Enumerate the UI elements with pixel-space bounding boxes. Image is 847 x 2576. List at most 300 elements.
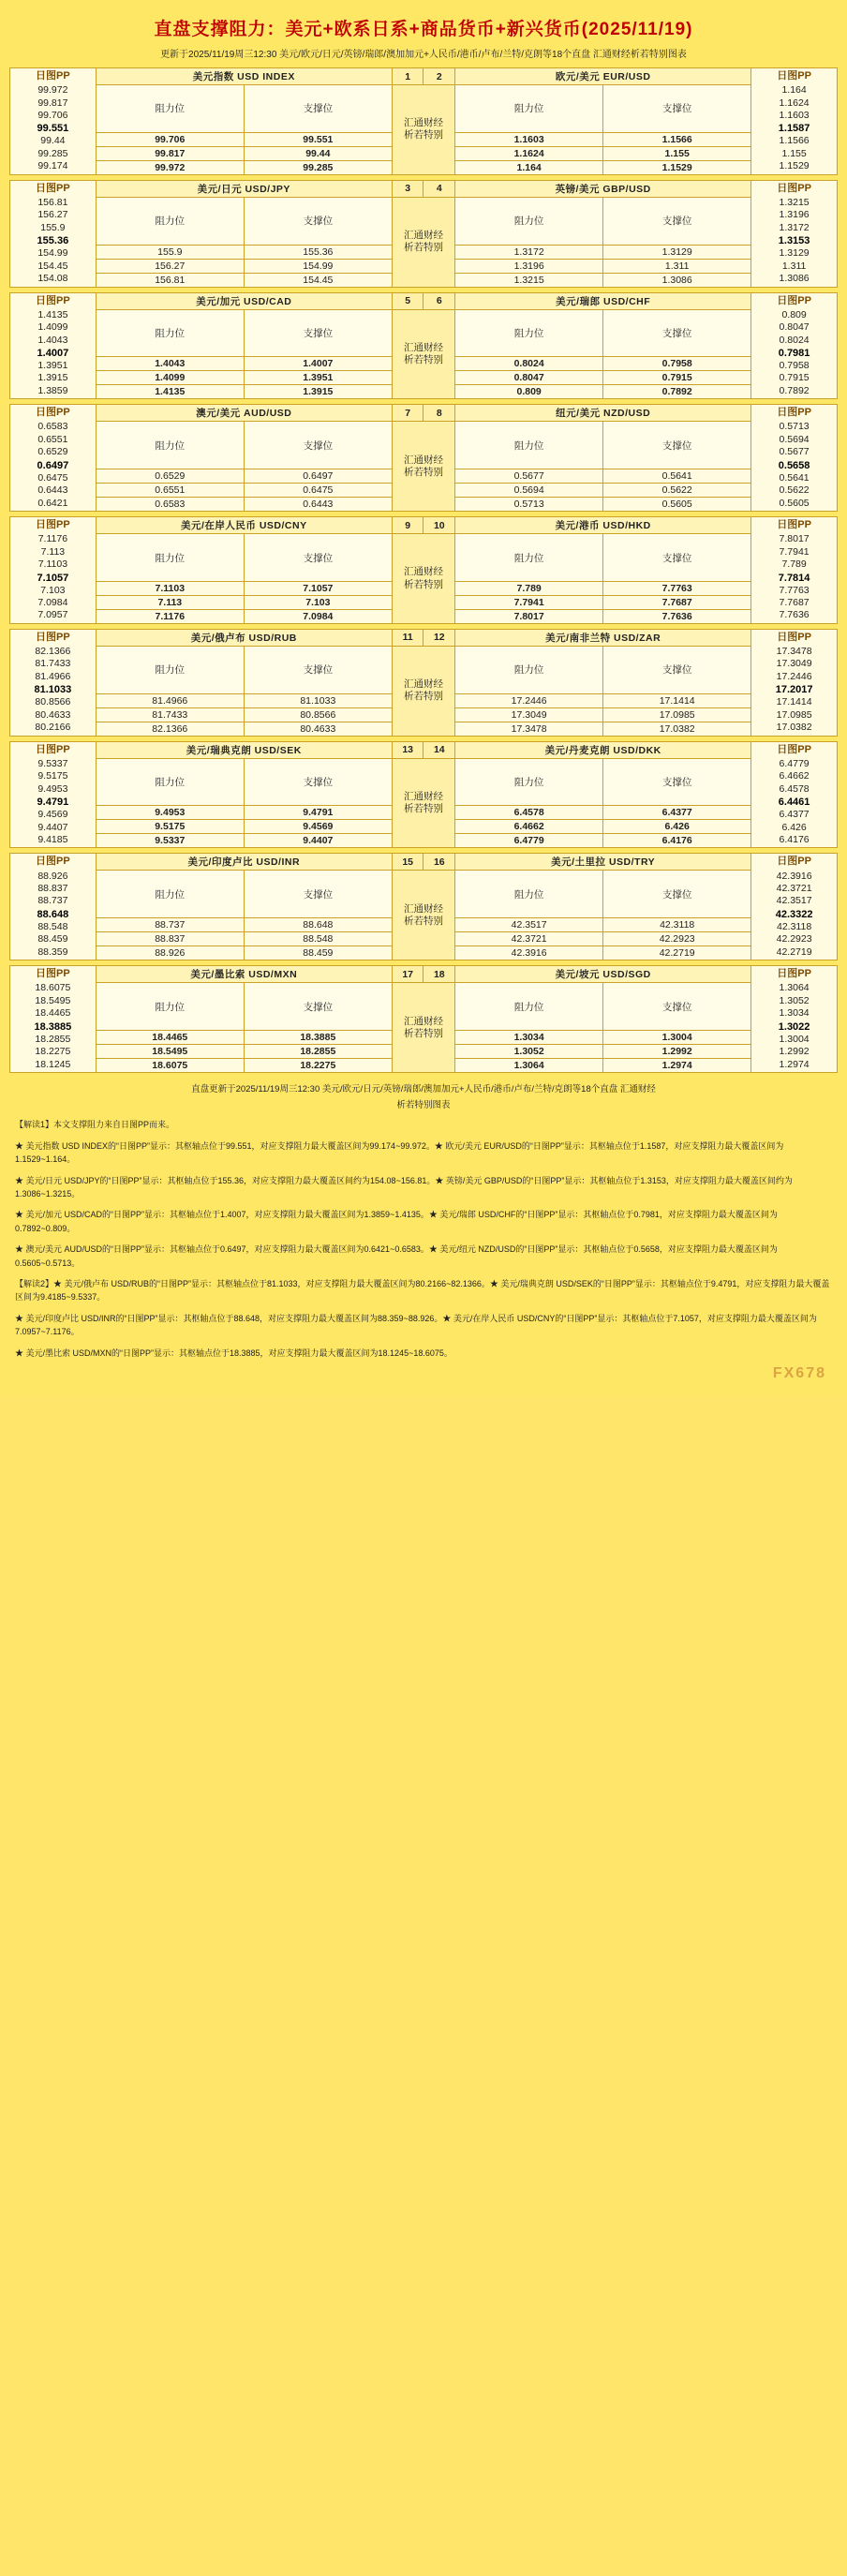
pair-title-right: 欧元/美元 EUR/USD bbox=[455, 68, 751, 85]
pp-level: 0.7981 bbox=[778, 347, 810, 359]
resistance-header: 阻力位 bbox=[96, 85, 244, 133]
pp-level: 1.3859 bbox=[37, 384, 68, 396]
pp-level: 1.311 bbox=[781, 260, 807, 272]
pp-level: 7.7814 bbox=[778, 572, 810, 584]
pp-level: 7.1176 bbox=[37, 533, 68, 545]
resistance-value: 6.4662 bbox=[455, 820, 603, 834]
resistance-value: 0.6551 bbox=[96, 484, 244, 498]
block-index: 16 bbox=[424, 854, 455, 871]
support-header: 支撑位 bbox=[603, 758, 751, 806]
resistance-value: 1.4135 bbox=[96, 385, 244, 399]
pp-header-left: 日图PP 99.972 99.817 99.706 99.551 99.44 99.285 99.174 bbox=[10, 68, 97, 175]
pp-level: 6.4779 bbox=[779, 757, 810, 769]
resistance-value: 7.113 bbox=[96, 595, 244, 609]
watermark-text: 汇通财经 析若特别 bbox=[392, 534, 454, 624]
pp-level: 0.8024 bbox=[779, 334, 810, 346]
pp-level: 6.4578 bbox=[779, 782, 810, 795]
block-index: 13 bbox=[392, 741, 424, 758]
support-value: 7.7687 bbox=[603, 595, 751, 609]
pp-level: 81.4966 bbox=[35, 670, 71, 682]
support-value: 99.285 bbox=[244, 160, 392, 174]
pp-level: 9.5175 bbox=[37, 770, 68, 782]
pp-level: 1.3086 bbox=[779, 273, 810, 285]
pp-level: 0.6497 bbox=[37, 459, 69, 471]
resistance-value: 0.8047 bbox=[455, 371, 603, 385]
pair-table bbox=[9, 516, 838, 624]
pp-level: 0.5622 bbox=[779, 484, 810, 497]
pp-level: 1.164 bbox=[781, 84, 807, 97]
pp-header-right: 日图PP 0.809 0.8047 0.8024 0.7981 0.7958 0.7915 0.7892 bbox=[751, 292, 838, 399]
support-header: 支撑位 bbox=[244, 871, 392, 918]
support-value: 154.99 bbox=[244, 259, 392, 273]
support-value: 1.4007 bbox=[244, 357, 392, 371]
pair-block bbox=[9, 404, 838, 512]
pp-level: 99.817 bbox=[37, 97, 68, 109]
pp-level: 7.1057 bbox=[37, 572, 69, 584]
support-value: 0.5641 bbox=[603, 469, 751, 484]
footer-note: ★ 美元/日元 USD/JPY的“日图PP”显示：其枢轴点位于155.36，对应支撑阻力最大覆盖区间约为154.08~156.81。★ 英镑/美元 GBP/USD的“日图PP”显示：其枢轴点位于1.3153，对应支撑阻力最大覆盖区间约为1.3086~1.3215。 bbox=[15, 1175, 793, 1199]
watermark-text: 汇通财经 析若特别 bbox=[392, 197, 454, 287]
resistance-value: 1.3064 bbox=[455, 1059, 603, 1073]
support-header: 支撑位 bbox=[603, 534, 751, 582]
resistance-value: 1.3172 bbox=[455, 245, 603, 259]
resistance-header: 阻力位 bbox=[96, 309, 244, 357]
block-index: 2 bbox=[424, 68, 455, 85]
pair-title-right: 美元/坡元 USD/SGD bbox=[455, 966, 751, 983]
resistance-value: 1.4043 bbox=[96, 357, 244, 371]
pp-level: 82.1366 bbox=[35, 645, 71, 657]
pp-level: 6.4176 bbox=[779, 834, 810, 846]
support-value: 0.7892 bbox=[603, 385, 751, 399]
support-value: 1.1566 bbox=[603, 132, 751, 146]
support-value: 1.3086 bbox=[603, 273, 751, 287]
resistance-header: 阻力位 bbox=[96, 197, 244, 245]
resistance-header: 阻力位 bbox=[455, 422, 603, 469]
support-value: 17.0985 bbox=[603, 707, 751, 722]
block-index: 18 bbox=[424, 966, 455, 983]
pp-level: 1.4135 bbox=[37, 308, 68, 320]
pp-level: 81.7433 bbox=[35, 658, 71, 670]
resistance-value: 81.7433 bbox=[96, 707, 244, 722]
pp-level: 0.8047 bbox=[779, 321, 810, 334]
resistance-header: 阻力位 bbox=[455, 309, 603, 357]
pp-level: 1.4099 bbox=[37, 321, 68, 334]
pp-level: 1.3196 bbox=[779, 209, 810, 221]
footer-note: ★ 美元/加元 USD/CAD的“日图PP”显示：其枢轴点位于1.4007，对应支撑阻力最大覆盖区间为1.3859~1.4135。★ 美元/瑞郎 USD/CHF的“日图PP”显示：其枢轴点位于0.7981，对应支撑阻力最大覆盖区间为0.7892~0.809。 bbox=[15, 1210, 778, 1233]
pp-header-left: 日图PP 9.5337 9.5175 9.4953 9.4791 9.4569 9.4407 9.4185 bbox=[10, 741, 97, 848]
pp-level: 154.99 bbox=[37, 247, 68, 260]
support-value: 7.7636 bbox=[603, 609, 751, 623]
support-value: 0.5622 bbox=[603, 484, 751, 498]
pp-level: 156.27 bbox=[37, 209, 68, 221]
resistance-value: 18.4465 bbox=[96, 1031, 244, 1045]
pp-level: 7.1103 bbox=[37, 558, 68, 571]
block-index: 14 bbox=[424, 741, 455, 758]
watermark-text: 汇通财经 析若特别 bbox=[392, 871, 454, 960]
watermark-text: 汇通财经 析若特别 bbox=[392, 85, 454, 175]
pair-table bbox=[9, 404, 838, 512]
footer-note: ★ 美元指数 USD INDEX的“日图PP”显示：其枢轴点位于99.551，对应支撑阻力最大覆盖区间为99.174~99.972。★ 欧元/美元 EUR/USD的“日图PP”显示：其枢轴点位于1.1587，对应支撑阻力最大覆盖区间为1.1529~1.164。 bbox=[15, 1140, 784, 1165]
block-index: 4 bbox=[424, 180, 455, 197]
pp-header-right: 日图PP 1.164 1.1624 1.1603 1.1587 1.1566 1.155 1.1529 bbox=[751, 68, 838, 175]
support-value: 88.548 bbox=[244, 932, 392, 946]
pp-level: 1.3129 bbox=[779, 247, 810, 260]
resistance-value: 0.5713 bbox=[455, 498, 603, 512]
pair-table bbox=[9, 180, 838, 288]
pp-level: 7.789 bbox=[781, 558, 807, 571]
pp-level: 99.285 bbox=[37, 147, 68, 159]
block-index: 7 bbox=[392, 405, 424, 422]
pp-level: 1.4043 bbox=[37, 334, 68, 346]
footer-note: ★ 美元/印度卢比 USD/INR的“日图PP”显示：其枢轴点位于88.648，对应支撑阻力最大覆盖区间为88.359~88.926。★ 美元/在岸人民币 USD/CNY的“日图PP”显示：其枢轴点位于7.1057，对应支撑阻力最大覆盖区间为7.0957~7.1176。 bbox=[15, 1313, 817, 1337]
pp-level: 0.7892 bbox=[779, 384, 810, 396]
pp-level: 18.6075 bbox=[35, 982, 71, 994]
support-value: 1.3129 bbox=[603, 245, 751, 259]
support-value: 9.4791 bbox=[244, 806, 392, 820]
support-header: 支撑位 bbox=[603, 422, 751, 469]
pair-blocks-container bbox=[9, 67, 838, 1073]
pp-level: 6.426 bbox=[781, 821, 807, 833]
footer-note: ★ 美元/墨比索 USD/MXN的“日图PP”显示：其枢轴点位于18.3885，对应支撑阻力最大覆盖区间为18.1245~18.6075。 bbox=[15, 1348, 453, 1358]
support-value: 17.1414 bbox=[603, 693, 751, 707]
pp-level: 17.3478 bbox=[776, 645, 812, 657]
pp-level: 9.4791 bbox=[37, 797, 69, 809]
support-value: 88.648 bbox=[244, 918, 392, 932]
support-value: 0.5605 bbox=[603, 498, 751, 512]
support-value: 0.7958 bbox=[603, 357, 751, 371]
support-value: 81.1033 bbox=[244, 693, 392, 707]
resistance-value: 1.4099 bbox=[96, 371, 244, 385]
support-header: 支撑位 bbox=[603, 309, 751, 357]
support-value: 154.45 bbox=[244, 273, 392, 287]
pair-title-right: 美元/瑞郎 USD/CHF bbox=[455, 292, 751, 309]
pp-header-left: 日图PP 88.926 88.837 88.737 88.648 88.548 88.459 88.359 bbox=[10, 854, 97, 960]
resistance-header: 阻力位 bbox=[455, 646, 603, 693]
support-value: 6.4377 bbox=[603, 806, 751, 820]
pp-level: 0.6443 bbox=[37, 484, 68, 497]
pp-level: 156.81 bbox=[37, 196, 68, 208]
support-value: 1.3951 bbox=[244, 371, 392, 385]
pp-level: 88.459 bbox=[37, 933, 68, 946]
support-value: 0.6443 bbox=[244, 498, 392, 512]
resistance-value: 17.3478 bbox=[455, 722, 603, 736]
pp-level: 9.4185 bbox=[37, 834, 68, 846]
support-value: 80.8566 bbox=[244, 707, 392, 722]
resistance-value: 1.1603 bbox=[455, 132, 603, 146]
resistance-header: 阻力位 bbox=[455, 534, 603, 582]
pp-level: 7.0984 bbox=[37, 597, 68, 609]
pp-level: 80.8566 bbox=[35, 696, 71, 708]
pp-level: 42.2719 bbox=[776, 946, 812, 958]
pp-level: 88.837 bbox=[37, 882, 68, 894]
pp-level: 88.926 bbox=[37, 870, 68, 882]
pp-level: 99.551 bbox=[37, 123, 69, 135]
pp-level: 88.648 bbox=[37, 908, 69, 920]
block-index: 17 bbox=[392, 966, 424, 983]
pp-level: 9.4953 bbox=[37, 782, 68, 795]
pp-header-right: 日图PP 0.5713 0.5694 0.5677 0.5658 0.5641 0.5622 0.5605 bbox=[751, 405, 838, 512]
pp-header-left: 日图PP 82.1366 81.7433 81.4966 81.1033 80.8566 80.4633 80.2166 bbox=[10, 629, 97, 736]
pair-block bbox=[9, 67, 838, 175]
footer-note-line2: 析若特别图表 bbox=[396, 1099, 451, 1110]
pp-level: 17.3049 bbox=[776, 658, 812, 670]
support-header: 支撑位 bbox=[244, 646, 392, 693]
pp-level: 18.3885 bbox=[34, 1020, 72, 1033]
support-value: 18.3885 bbox=[244, 1031, 392, 1045]
pp-level: 9.5337 bbox=[37, 757, 68, 769]
pp-level: 0.7958 bbox=[779, 360, 810, 372]
pp-level: 18.5495 bbox=[35, 994, 71, 1006]
resistance-value: 7.1103 bbox=[96, 581, 244, 595]
support-header: 支撑位 bbox=[603, 646, 751, 693]
pair-title-left: 美元/印度卢比 USD/INR bbox=[96, 854, 392, 871]
pp-header-right: 日图PP 1.3215 1.3196 1.3172 1.3153 1.3129 1.311 1.3086 bbox=[751, 180, 838, 287]
pp-level: 154.45 bbox=[37, 260, 68, 272]
support-value: 1.2992 bbox=[603, 1045, 751, 1059]
support-value: 0.7915 bbox=[603, 371, 751, 385]
resistance-value: 9.4953 bbox=[96, 806, 244, 820]
pair-table bbox=[9, 741, 838, 849]
pp-level: 80.4633 bbox=[35, 708, 71, 721]
pp-level: 9.4569 bbox=[37, 809, 68, 821]
pair-table bbox=[9, 965, 838, 1073]
resistance-value: 6.4779 bbox=[455, 834, 603, 848]
pp-level: 1.1624 bbox=[779, 97, 810, 109]
pp-level: 17.0985 bbox=[776, 708, 812, 721]
pp-level: 1.3052 bbox=[779, 994, 810, 1006]
pair-block bbox=[9, 965, 838, 1073]
pp-level: 0.6551 bbox=[37, 433, 68, 445]
support-header: 支撑位 bbox=[244, 197, 392, 245]
support-value: 42.2719 bbox=[603, 946, 751, 960]
pp-level: 7.7687 bbox=[779, 597, 810, 609]
support-header: 支撑位 bbox=[244, 758, 392, 806]
pp-level: 6.4461 bbox=[778, 797, 810, 809]
pp-level: 42.3517 bbox=[776, 895, 812, 907]
pp-level: 1.3172 bbox=[779, 221, 810, 233]
support-value: 88.459 bbox=[244, 946, 392, 960]
block-index: 12 bbox=[424, 629, 455, 646]
resistance-header: 阻力位 bbox=[455, 758, 603, 806]
resistance-value: 1.3052 bbox=[455, 1045, 603, 1059]
resistance-value: 9.5337 bbox=[96, 834, 244, 848]
pp-level: 7.7763 bbox=[779, 584, 810, 596]
pp-level: 99.972 bbox=[37, 84, 68, 97]
pp-level: 18.2275 bbox=[35, 1046, 71, 1058]
page-subtitle: 更新于2025/11/19周三12:30 美元/欧元/日元/英镑/瑞郎/澳加加元+人民币/港币/卢布/兰特/克朗等18个直盘 汇通财经析若特别图表 bbox=[160, 50, 687, 60]
pp-level: 81.1033 bbox=[34, 684, 72, 696]
pair-title-right: 美元/丹麦克朗 USD/DKK bbox=[455, 741, 751, 758]
pp-level: 7.113 bbox=[40, 545, 66, 558]
pp-level: 1.3034 bbox=[779, 1007, 810, 1020]
block-index: 15 bbox=[392, 854, 424, 871]
footer-note: 【解读2】★ 美元/俄卢布 USD/RUB的“日图PP”显示：其枢轴点位于81.1033，对应支撑阻力最大覆盖区间为80.2166~82.1366。★ 美元/瑞典克朗 USD/SEK的“日图PP”显示：其枢轴点位于9.4791，对应支撑阻力最大覆盖区间为9.4185~9.5337。 bbox=[15, 1278, 830, 1303]
support-header: 支撑位 bbox=[244, 422, 392, 469]
pp-level: 155.36 bbox=[37, 235, 69, 247]
resistance-value: 99.972 bbox=[96, 160, 244, 174]
pp-level: 18.2855 bbox=[35, 1033, 71, 1045]
support-value: 1.3004 bbox=[603, 1031, 751, 1045]
support-header: 支撑位 bbox=[244, 534, 392, 582]
support-value: 42.3118 bbox=[603, 918, 751, 932]
support-header: 支撑位 bbox=[244, 309, 392, 357]
resistance-header: 阻力位 bbox=[455, 85, 603, 133]
pp-header-right: 日图PP 6.4779 6.4662 6.4578 6.4461 6.4377 6.426 6.4176 bbox=[751, 741, 838, 848]
brand-watermark: FX678 bbox=[772, 1364, 826, 1381]
support-value: 18.2855 bbox=[244, 1045, 392, 1059]
pair-title-right: 美元/港币 USD/HKD bbox=[455, 517, 751, 534]
pair-title-right: 纽元/美元 NZD/USD bbox=[455, 405, 751, 422]
resistance-value: 42.3916 bbox=[455, 946, 603, 960]
block-index: 11 bbox=[392, 629, 424, 646]
support-header: 支撑位 bbox=[603, 983, 751, 1031]
pp-level: 155.9 bbox=[40, 221, 66, 233]
pp-level: 7.8017 bbox=[779, 533, 810, 545]
pair-block bbox=[9, 741, 838, 849]
pair-title-left: 美元/加元 USD/CAD bbox=[96, 292, 392, 309]
watermark-text: 汇通财经 析若特别 bbox=[392, 758, 454, 848]
pp-level: 18.1245 bbox=[35, 1058, 71, 1070]
support-value: 17.0382 bbox=[603, 722, 751, 736]
pair-title-right: 英镑/美元 GBP/USD bbox=[455, 180, 751, 197]
footer-note: 【解读1】本文支撑阻力来自日图PP而来。 bbox=[15, 1120, 175, 1130]
resistance-value: 7.8017 bbox=[455, 609, 603, 623]
resistance-value: 6.4578 bbox=[455, 806, 603, 820]
watermark-text: 汇通财经 析若特别 bbox=[392, 422, 454, 512]
pp-header-left: 日图PP 18.6075 18.5495 18.4465 18.3885 18.2855 18.2275 18.1245 bbox=[10, 966, 97, 1073]
support-value: 1.155 bbox=[603, 146, 751, 160]
resistance-value: 156.81 bbox=[96, 273, 244, 287]
resistance-value: 81.4966 bbox=[96, 693, 244, 707]
pair-title-left: 澳元/美元 AUD/USD bbox=[96, 405, 392, 422]
pair-title-left: 美元/瑞典克朗 USD/SEK bbox=[96, 741, 392, 758]
resistance-value: 7.7941 bbox=[455, 595, 603, 609]
support-value: 7.7763 bbox=[603, 581, 751, 595]
resistance-value: 88.737 bbox=[96, 918, 244, 932]
pair-title-right: 美元/土里拉 USD/TRY bbox=[455, 854, 751, 871]
support-value: 80.4633 bbox=[244, 722, 392, 736]
pair-title-left: 美元指数 USD INDEX bbox=[96, 68, 392, 85]
resistance-value: 155.9 bbox=[96, 245, 244, 259]
support-header: 支撑位 bbox=[603, 197, 751, 245]
pp-level: 88.737 bbox=[37, 895, 68, 907]
pp-level: 7.0957 bbox=[37, 609, 68, 621]
pp-level: 0.6583 bbox=[37, 421, 68, 433]
resistance-value: 1.3215 bbox=[455, 273, 603, 287]
resistance-header: 阻力位 bbox=[96, 422, 244, 469]
resistance-header: 阻力位 bbox=[96, 983, 244, 1031]
resistance-value: 0.809 bbox=[455, 385, 603, 399]
pp-level: 17.1414 bbox=[776, 696, 812, 708]
resistance-header: 阻力位 bbox=[455, 871, 603, 918]
pair-block bbox=[9, 516, 838, 624]
resistance-value: 17.2446 bbox=[455, 693, 603, 707]
block-index: 5 bbox=[392, 292, 424, 309]
pp-level: 154.08 bbox=[37, 273, 68, 285]
pp-header-right: 日图PP 42.3916 42.3721 42.3517 42.3322 42.3118 42.2923 42.2719 bbox=[751, 854, 838, 960]
support-value: 9.4569 bbox=[244, 820, 392, 834]
pp-level: 0.6475 bbox=[37, 471, 68, 484]
watermark-text: 汇通财经 析若特别 bbox=[392, 646, 454, 736]
support-value: 1.2974 bbox=[603, 1059, 751, 1073]
pp-level: 18.4465 bbox=[35, 1007, 71, 1020]
pp-level: 1.1587 bbox=[778, 123, 810, 135]
resistance-value: 1.164 bbox=[455, 160, 603, 174]
pp-level: 0.6421 bbox=[37, 497, 68, 509]
footer-note-line1: 直盘更新于2025/11/19周三12:30 美元/欧元/日元/英镑/瑞郎/澳加加元+人民币/港币/卢布/兰特/克朗等18个直盘 汇通财经 bbox=[191, 1084, 656, 1095]
support-value: 18.2275 bbox=[244, 1059, 392, 1073]
resistance-value: 42.3517 bbox=[455, 918, 603, 932]
footer-notes-container bbox=[9, 1114, 838, 1362]
support-value: 7.103 bbox=[244, 595, 392, 609]
footer-note: ★ 澳元/美元 AUD/USD的“日图PP”显示：其枢轴点位于0.6497，对应支撑阻力最大覆盖区间为0.6421~0.6583。★ 美元/纽元 NZD/USD的“日图PP”显示：其枢轴点位于0.5658，对应支撑阻力最大覆盖区间为0.5605~0.5713。 bbox=[15, 1244, 778, 1268]
pp-level: 1.2974 bbox=[779, 1058, 810, 1070]
support-value: 1.3915 bbox=[244, 385, 392, 399]
pair-title-left: 美元/在岸人民币 USD/CNY bbox=[96, 517, 392, 534]
support-value: 1.311 bbox=[603, 259, 751, 273]
pp-level: 0.5713 bbox=[779, 421, 810, 433]
pp-level: 1.3064 bbox=[779, 982, 810, 994]
pp-level: 0.7915 bbox=[779, 372, 810, 384]
resistance-value: 99.817 bbox=[96, 146, 244, 160]
pp-header-left: 日图PP 7.1176 7.113 7.1103 7.1057 7.103 7.0984 7.0957 bbox=[10, 517, 97, 624]
resistance-value: 82.1366 bbox=[96, 722, 244, 736]
pp-level: 42.3118 bbox=[777, 920, 812, 932]
pp-level: 1.3153 bbox=[778, 235, 810, 247]
pp-level: 6.4377 bbox=[779, 809, 810, 821]
pp-level: 0.6529 bbox=[37, 446, 68, 458]
support-value: 155.36 bbox=[244, 245, 392, 259]
pp-level: 6.4662 bbox=[779, 770, 810, 782]
pp-level: 7.103 bbox=[40, 584, 66, 596]
pp-level: 17.0382 bbox=[776, 722, 812, 734]
pp-level: 1.1566 bbox=[779, 135, 810, 147]
pp-header-right: 日图PP 1.3064 1.3052 1.3034 1.3022 1.3004 1.2992 1.2974 bbox=[751, 966, 838, 1073]
page-title: 直盘支撑阻力：美元+欧系日系+商品货币+新兴货币(2025/11/19) bbox=[154, 20, 693, 39]
pp-level: 1.1603 bbox=[779, 109, 810, 121]
support-value: 9.4407 bbox=[244, 834, 392, 848]
resistance-value: 18.5495 bbox=[96, 1045, 244, 1059]
pp-level: 7.7636 bbox=[779, 609, 810, 621]
pp-header-right: 日图PP 17.3478 17.3049 17.2446 17.2017 17.1414 17.0985 17.0382 bbox=[751, 629, 838, 736]
resistance-header: 阻力位 bbox=[96, 534, 244, 582]
support-value: 6.4176 bbox=[603, 834, 751, 848]
block-index: 9 bbox=[392, 517, 424, 534]
pp-level: 1.4007 bbox=[37, 347, 69, 359]
resistance-header: 阻力位 bbox=[96, 758, 244, 806]
pp-header-left: 日图PP 1.4135 1.4099 1.4043 1.4007 1.3951 1.3915 1.3859 bbox=[10, 292, 97, 399]
pair-title-right: 美元/南非兰特 USD/ZAR bbox=[455, 629, 751, 646]
resistance-value: 156.27 bbox=[96, 259, 244, 273]
pp-level: 9.4407 bbox=[37, 821, 68, 833]
support-header: 支撑位 bbox=[603, 871, 751, 918]
resistance-value: 42.3721 bbox=[455, 932, 603, 946]
pair-block bbox=[9, 180, 838, 288]
resistance-value: 1.3034 bbox=[455, 1031, 603, 1045]
pp-level: 1.3915 bbox=[37, 372, 68, 384]
pp-header-left: 日图PP 156.81 156.27 155.9 155.36 154.99 154.45 154.08 bbox=[10, 180, 97, 287]
resistance-header: 阻力位 bbox=[455, 197, 603, 245]
pp-level: 99.706 bbox=[37, 109, 68, 121]
support-value: 7.0984 bbox=[244, 609, 392, 623]
pair-table bbox=[9, 292, 838, 400]
pp-level: 17.2446 bbox=[776, 670, 812, 682]
resistance-value: 0.5694 bbox=[455, 484, 603, 498]
pp-level: 7.7941 bbox=[779, 545, 810, 558]
pair-title-left: 美元/墨比索 USD/MXN bbox=[96, 966, 392, 983]
block-index: 10 bbox=[424, 517, 455, 534]
resistance-value: 1.1624 bbox=[455, 146, 603, 160]
